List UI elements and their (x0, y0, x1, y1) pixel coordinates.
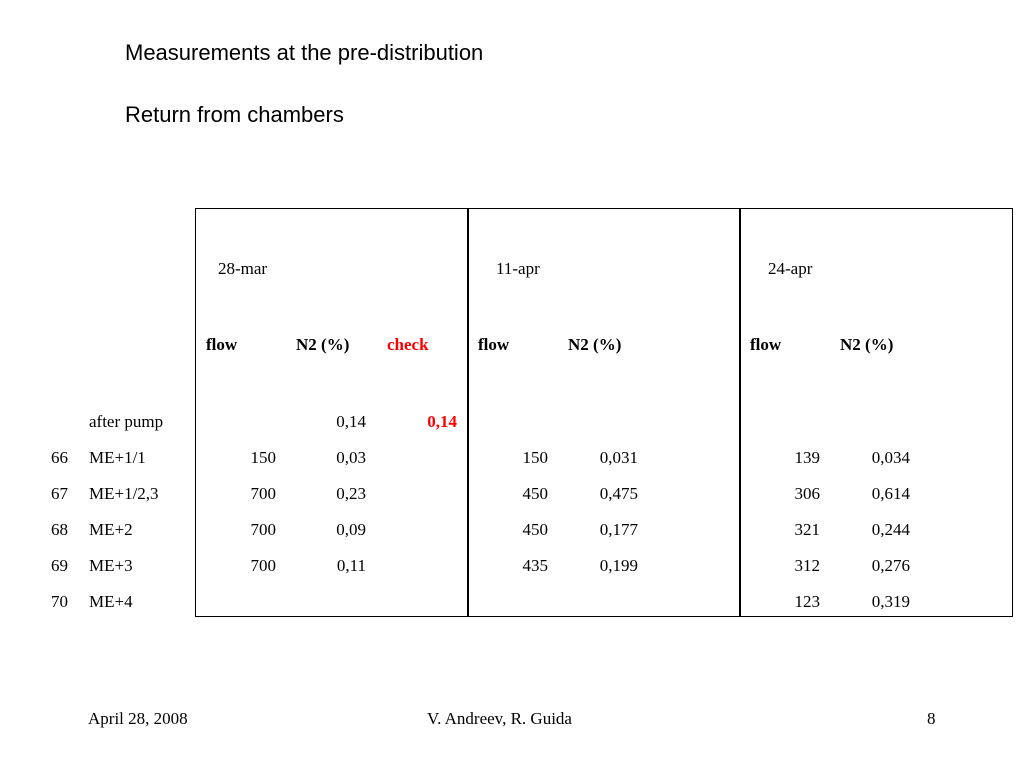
date-header-24-apr: 24-apr (768, 259, 813, 278)
row-number: 69 (51, 556, 68, 575)
n2-value-24-apr: 0,034 (871, 448, 910, 467)
n2-value-24-apr: 0,276 (871, 556, 910, 575)
flow-value-28-mar: 700 (250, 556, 276, 575)
n2-value-28-mar: 0,14 (336, 412, 366, 431)
row-number: 66 (51, 448, 68, 467)
row-label: ME+2 (89, 520, 133, 539)
row-label: ME+3 (89, 556, 133, 575)
flow-value-24-apr: 139 (794, 448, 820, 467)
n2-value-28-mar: 0,11 (336, 556, 366, 575)
col-header-n2-1: N2 (%) (296, 335, 350, 354)
flow-value-11-apr: 450 (522, 484, 548, 503)
check-value: 0,14 (427, 412, 457, 431)
row-number: 68 (51, 520, 68, 539)
row-label: after pump (89, 412, 164, 431)
n2-value-28-mar: 0,23 (336, 484, 366, 503)
footer-date: April 28, 2008 (88, 709, 188, 728)
slide-subtitle: Return from chambers (125, 102, 344, 127)
flow-value-28-mar: 700 (250, 520, 276, 539)
col-header-n2-2: N2 (%) (568, 335, 622, 354)
n2-value-11-apr: 0,199 (599, 556, 638, 575)
col-header-check: check (387, 335, 429, 354)
flow-value-24-apr: 306 (794, 484, 820, 503)
col-header-flow-2: flow (478, 335, 510, 354)
n2-value-11-apr: 0,177 (599, 520, 638, 539)
flow-value-24-apr: 312 (794, 556, 820, 575)
flow-value-11-apr: 435 (522, 556, 548, 575)
col-header-flow-1: flow (206, 335, 238, 354)
page-number: 8 (927, 709, 936, 728)
flow-value-24-apr: 123 (794, 592, 820, 611)
row-label: ME+1/1 (89, 448, 146, 467)
flow-value-11-apr: 450 (522, 520, 548, 539)
date-header-28-mar: 28-mar (218, 259, 268, 278)
footer-authors: V. Andreev, R. Guida (427, 709, 572, 728)
flow-value-28-mar: 700 (250, 484, 276, 503)
n2-value-11-apr: 0,475 (599, 484, 638, 503)
slide-title: Measurements at the pre-distribution (125, 40, 484, 65)
n2-value-11-apr: 0,031 (599, 448, 638, 467)
n2-value-28-mar: 0,03 (336, 448, 366, 467)
n2-value-24-apr: 0,614 (871, 484, 910, 503)
flow-value-24-apr: 321 (794, 520, 820, 539)
col-header-n2-3: N2 (%) (840, 335, 894, 354)
col-header-flow-3: flow (750, 335, 782, 354)
n2-value-24-apr: 0,244 (871, 520, 910, 539)
n2-value-24-apr: 0,319 (871, 592, 910, 611)
flow-value-11-apr: 150 (522, 448, 548, 467)
row-label: ME+1/2,3 (89, 484, 159, 503)
flow-value-28-mar: 150 (250, 448, 276, 467)
date-header-11-apr: 11-apr (496, 259, 540, 278)
row-number: 67 (51, 484, 68, 503)
row-number: 70 (51, 592, 68, 611)
row-label: ME+4 (89, 592, 133, 611)
n2-value-28-mar: 0,09 (336, 520, 366, 539)
